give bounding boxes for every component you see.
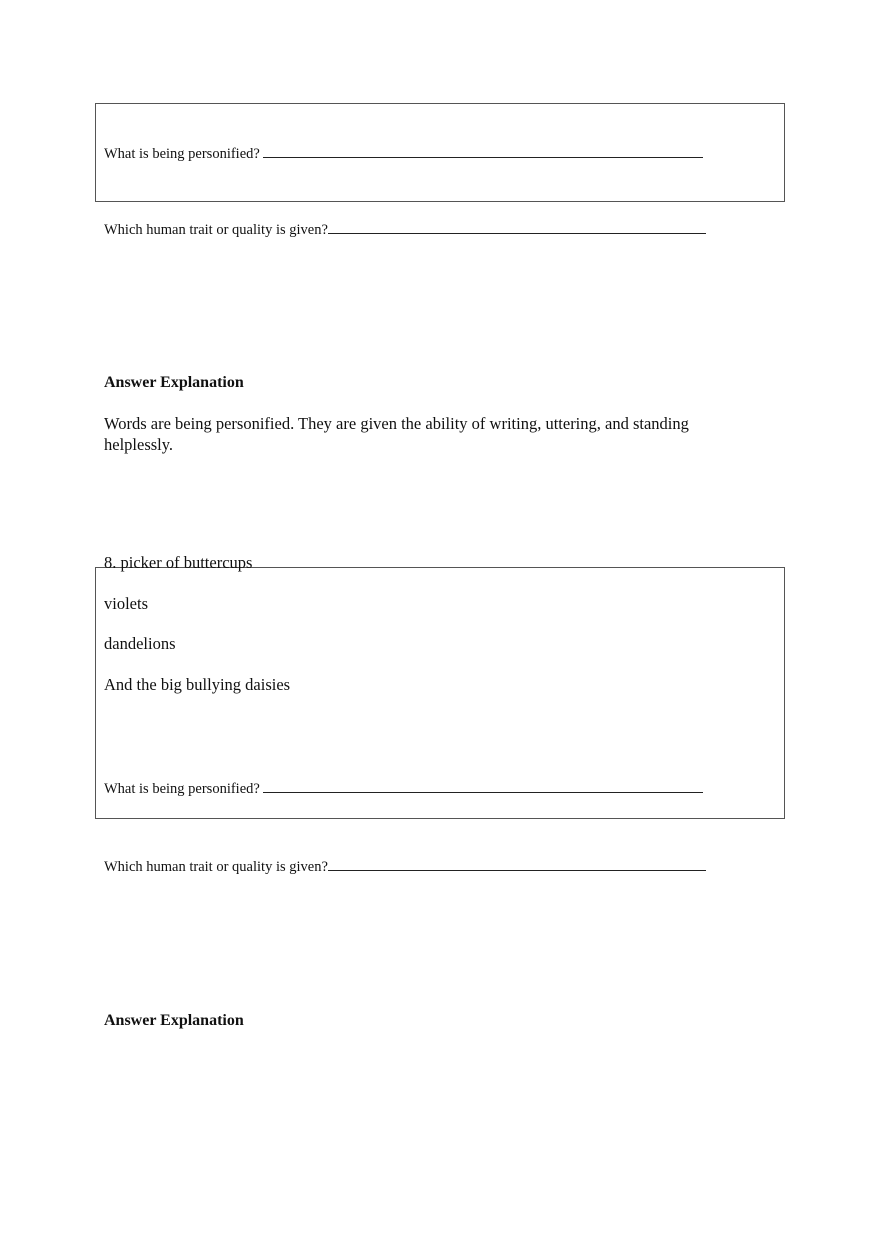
q8-number-line: 8. picker of buttercups [104,553,253,572]
q7-personified-line [104,145,703,163]
q8-poem-line-2: dandelions [104,634,176,653]
q7-trait-prompt: Which human trait or quality is given? [104,222,328,238]
q7-trait-answer-blank[interactable] [328,221,706,234]
q8-poem-line-3: And the big bullying daisies [104,675,291,694]
q8-personified-line [104,780,703,798]
q8-personified-answer-blank[interactable] [263,780,703,793]
answer-explanation-heading-2: Answer Explanation [104,1012,244,1029]
q8-trait-answer-blank[interactable] [328,858,706,871]
q7-trait-line [104,221,706,239]
answer-explanation-heading-1: Answer Explanation [104,374,244,391]
q8-trait-line [104,858,706,876]
q7-personified-answer-blank[interactable] [263,145,703,158]
q8-personified-prompt: What is being personified? [104,781,260,797]
q7-personified-prompt: What is being personified? [104,146,260,162]
answer-explanation-text-line-1: Words are being personified. They are given the ability of writing, uttering, and standing [104,414,689,433]
q8-poem-line-1: violets [104,594,148,613]
answer-explanation-text-line-2: helplessly. [104,435,174,454]
q8-trait-prompt: Which human trait or quality is given? [104,859,328,875]
